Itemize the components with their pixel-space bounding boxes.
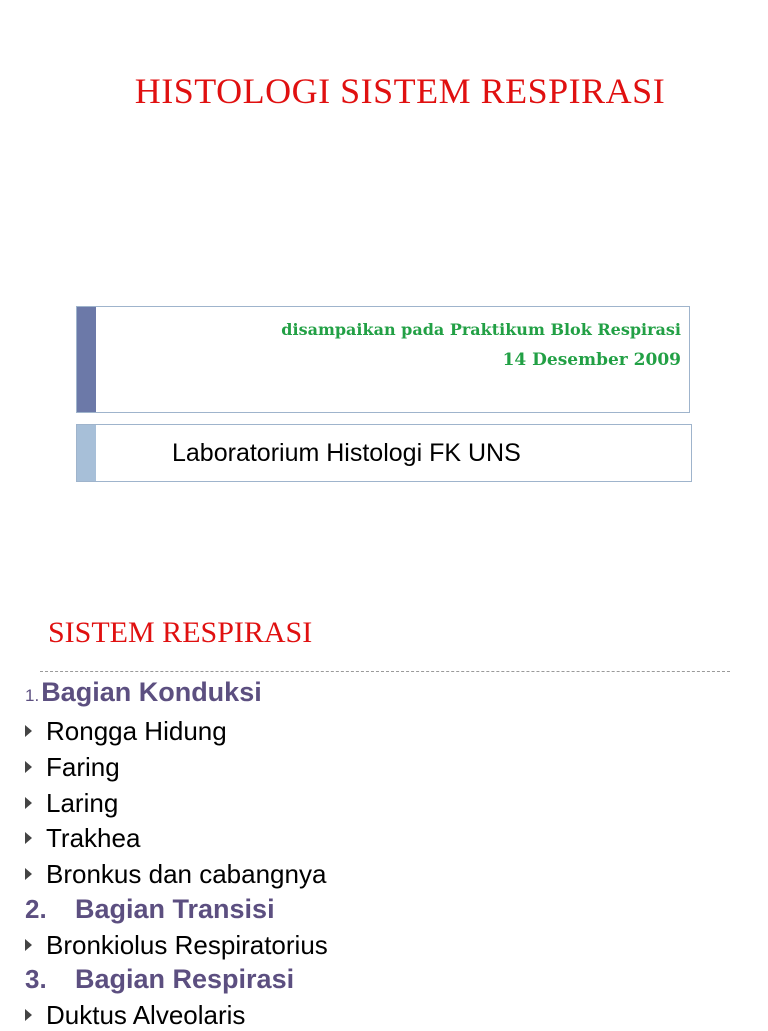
section-head-transisi [25,894,275,925]
triangle-bullet-icon [25,832,32,844]
institution-name: Laboratorium Histologi FK UNS [172,439,521,467]
section-number: 3. [25,964,47,994]
institution-box [76,424,692,482]
accent-bar [77,307,96,412]
presentation-event: disampaikan pada Praktikum Blok Respirasi [281,320,681,339]
triangle-bullet-icon [25,1009,32,1021]
accent-bar-light [77,425,96,481]
section-label: Bagian Konduksi [41,677,262,707]
list-item: Faring [25,752,120,783]
triangle-bullet-icon [25,725,32,737]
presentation-date: 14 Desember 2009 [502,350,681,370]
list-item: Duktus Alveolaris [25,1000,245,1031]
section-number: 2. [25,894,47,924]
list-item: Trakhea [25,823,140,854]
triangle-bullet-icon [25,939,32,951]
section-heading: SISTEM RESPIRASI [48,616,313,649]
list-item: Rongga Hidung [25,716,227,747]
section-label: Bagian Respirasi [75,964,295,994]
section-label: Bagian Transisi [75,894,275,924]
triangle-bullet-icon [25,797,32,809]
presentation-info-box [76,306,690,413]
list-item: Laring [25,788,118,819]
section-number: 1. [25,686,40,705]
triangle-bullet-icon [25,868,32,880]
dashed-divider [40,671,730,672]
triangle-bullet-icon [25,761,32,773]
section-head-respirasi [25,964,294,995]
list-item: Bronkus dan cabangnya [25,859,326,890]
slide-title: HISTOLOGI SISTEM RESPIRASI [134,71,666,111]
list-item: Bronkiolus Respiratorius [25,930,328,961]
section-head-konduksi [25,677,262,708]
